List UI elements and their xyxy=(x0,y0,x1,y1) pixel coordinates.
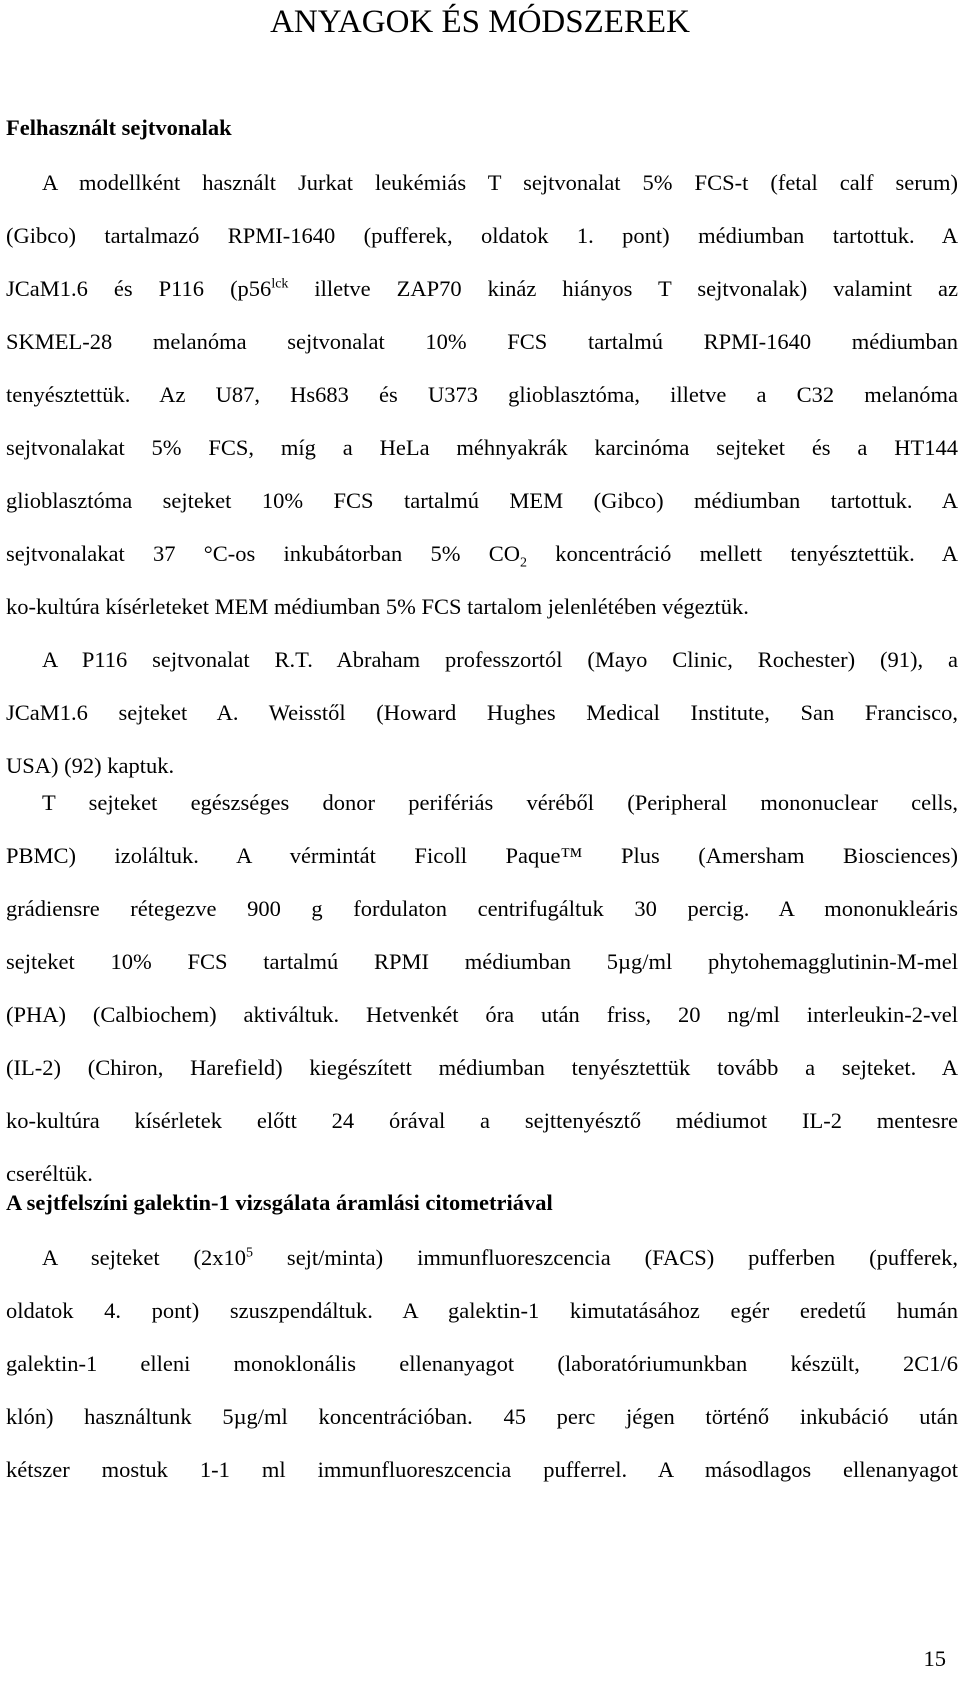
paragraph-facs xyxy=(6,1243,958,1508)
text-line: tenyésztettük. Az U87, Hs683 és U373 glioblasztóma, illetve a C32 melanóma xyxy=(6,382,958,407)
paragraph-cell-lines xyxy=(6,168,958,804)
page-number: 15 xyxy=(923,1646,946,1671)
text-line xyxy=(6,274,958,327)
text-segment: sejtvonalakat 37 °C-os inkubátorban 5% CO xyxy=(6,541,520,566)
text-line: glioblasztóma sejteket 10% FCS tartalmú MEM (Gibco) médiumban tartottuk. A xyxy=(6,488,958,513)
section-heading-cell-lines: Felhasznált sejtvonalak xyxy=(6,115,232,140)
subscript: 2 xyxy=(519,555,527,571)
text-line: JCaM1.6 sejteket A. Weisstől (Howard Hughes Medical Institute, San Francisco, xyxy=(6,700,958,725)
text-line: oldatok 4. pont) szuszpendáltuk. A galektin-1 kimutatásához egér eredetű humán xyxy=(6,1298,958,1323)
text-line: USA) (92) kaptuk. xyxy=(6,753,175,778)
text-line: (IL-2) (Chiron, Harefield) kiegészített médiumban tenyésztettük tovább a sejteket. A xyxy=(6,1055,958,1080)
text-segment: sejt/minta) immunfluoreszcencia (FACS) pufferben (pufferek, xyxy=(253,1245,958,1270)
text-line xyxy=(6,539,958,592)
text-line: klón) használtunk 5µg/ml koncentrációban. 45 perc jégen történő inkubáció után xyxy=(6,1404,958,1429)
text-line: (PHA) (Calbiochem) aktiváltuk. Hetvenkét óra után friss, 20 ng/ml interleukin-2-vel xyxy=(6,1002,958,1027)
section-heading-facs: A sejtfelszíni galektin-1 vizsgálata áramlási citometriával xyxy=(6,1190,553,1215)
text-segment: illetve ZAP70 kináz hiányos T sejtvonalak) valamint az xyxy=(288,276,959,301)
text-segment: JCaM1.6 és P116 (p56 xyxy=(6,276,272,301)
superscript: lck xyxy=(271,276,289,292)
text-line: A P116 sejtvonalat R.T. Abraham professzortól (Mayo Clinic, Rochester) (91), a xyxy=(42,647,958,672)
text-line: PBMC) izoláltuk. A vérmintát Ficoll Paque™ Plus (Amersham Biosciences) xyxy=(6,843,958,868)
page-title: ANYAGOK ÉS MÓDSZEREK xyxy=(270,4,690,40)
text-line: kétszer mostuk 1-1 ml immunfluoreszcencia pufferrel. A másodlagos ellenanyagot xyxy=(6,1457,958,1482)
text-line: A modellként használt Jurkat leukémiás T sejtvonalat 5% FCS-t (fetal calf serum) xyxy=(42,170,958,195)
text-line: (Gibco) tartalmazó RPMI-1640 (pufferek, oldatok 1. pont) médiumban tartottuk. A xyxy=(6,223,958,248)
text-segment: koncentráció mellett tenyésztettük. A xyxy=(526,541,958,566)
text-line: ko-kultúra kísérletek előtt 24 órával a sejttenyésztő médiumot IL-2 mentesre xyxy=(6,1108,958,1133)
superscript: 5 xyxy=(246,1245,254,1261)
text-line: grádiensre rétegezve 900 g fordulaton centrifugáltuk 30 percig. A mononukleáris xyxy=(6,896,958,921)
text-line xyxy=(6,1243,958,1296)
text-line: T sejteket egészséges donor perifériás véréből (Peripheral mononuclear cells, xyxy=(42,790,958,815)
text-line: sejteket 10% FCS tartalmú RPMI médiumban 5µg/ml phytohemagglutinin-M-mel xyxy=(6,949,958,974)
text-line: sejtvonalakat 5% FCS, míg a HeLa méhnyakrák karcinóma sejteket és a HT144 xyxy=(6,435,958,460)
text-line: galektin-1 elleni monoklonális ellenanyagot (laboratóriumunkban készült, 2C1/6 xyxy=(6,1351,958,1376)
text-line: cseréltük. xyxy=(6,1161,93,1186)
text-line: SKMEL-28 melanóma sejtvonalat 10% FCS tartalmú RPMI-1640 médiumban xyxy=(6,329,958,354)
text-segment: A sejteket (2x10 xyxy=(42,1245,247,1270)
paragraph-pbmc xyxy=(6,788,958,1212)
text-line: ko-kultúra kísérleteket MEM médiumban 5% FCS tartalom jelenlétében végeztük. xyxy=(6,594,749,619)
